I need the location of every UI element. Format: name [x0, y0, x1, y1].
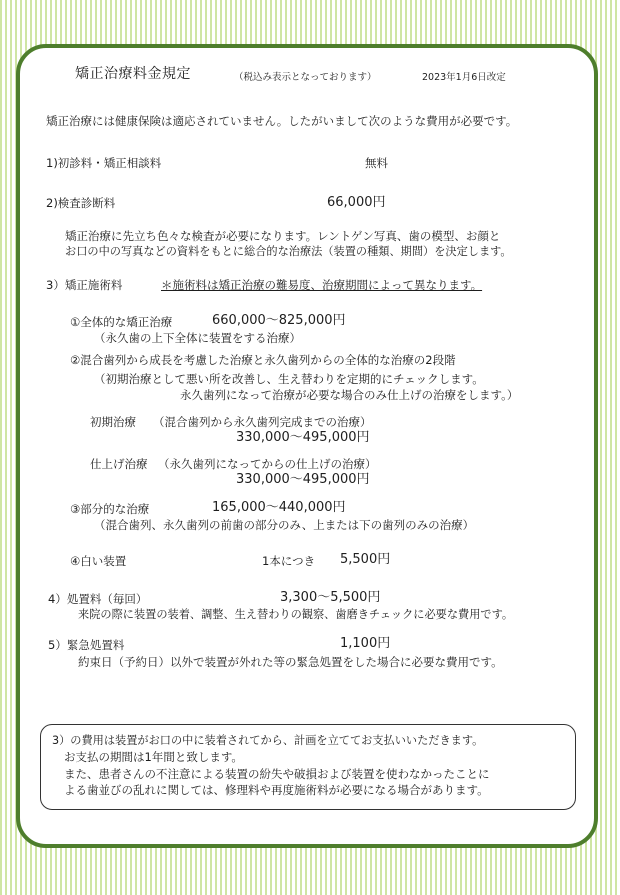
- sub1-desc: （永久歯の上下全体に装置をする治療）: [94, 331, 301, 345]
- initial-label: 初期治療: [90, 415, 136, 429]
- finish-label: 仕上げ治療: [90, 457, 148, 471]
- initial-desc: （混合歯列から永久歯列完成までの治療）: [153, 415, 372, 429]
- tax-note: （税込み表示となっております）: [234, 72, 377, 83]
- sub2-label: ②混合歯列から成長を考慮した治療と永久歯列からの全体的な治療の2段階: [70, 353, 456, 367]
- sub2-desc-2: 永久歯列になって治療が必要な場合のみ仕上げの治療をします。）: [180, 388, 519, 402]
- item5-label: 5）緊急処置料: [48, 638, 125, 652]
- item2-desc-1: 矯正治療に先立ち色々な検査が必要になります。レントゲン写真、歯の模型、お顔と: [65, 229, 501, 243]
- revision-date: 2023年1月6日改定: [422, 72, 506, 83]
- finish-desc: （永久歯列になってからの仕上げの治療）: [158, 457, 377, 471]
- sub3-label: ③部分的な治療: [70, 502, 150, 516]
- sub2-desc-1: （初期治療として悪い所を改善し、生え替わりを定期的にチェックします。: [94, 372, 484, 386]
- item3-label: 3）矯正施術料: [46, 278, 123, 292]
- sub3-desc: （混合歯列、永久歯列の前歯の部分のみ、上または下の歯列のみの治療）: [94, 518, 475, 532]
- sub4-price-prefix: 1本につき: [262, 554, 316, 568]
- item4-price: 3,300～5,500円: [280, 590, 381, 605]
- item4-desc: 来院の際に装置の装着、調整、生え替わりの観察、歯磨きチェックに必要な費用です。: [78, 608, 514, 621]
- sub4-label: ④白い装置: [70, 554, 127, 568]
- intro-text: 矯正治療には健康保険は適応されていません。したがいまして次のような費用が必要です。: [46, 114, 518, 128]
- item5-price: 1,100円: [340, 636, 391, 651]
- sub3-price: 165,000～440,000円: [212, 500, 346, 515]
- page-title: 矯正治療料金規定: [75, 66, 191, 82]
- item2-price: 66,000円: [327, 195, 386, 210]
- initial-price: 330,000～495,000円: [236, 430, 370, 445]
- item1-price: 無料: [365, 156, 388, 170]
- sub4-price: 5,500円: [340, 552, 391, 567]
- footnote-line-4: よる歯並びの乱れに関しては、修理料や再度施術料が必要になる場合があります。: [64, 783, 489, 797]
- footnote-line-1: 3）の費用は装置がお口の中に装着されてから、計画を立ててお支払いいただきます。: [52, 734, 484, 747]
- sub1-price: 660,000～825,000円: [212, 313, 346, 328]
- item5-desc: 約束日（予約日）以外で装置が外れた等の緊急処置をした場合に必要な費用です。: [78, 655, 503, 669]
- item1-label: 1)初診料・矯正相談料: [46, 156, 162, 170]
- item2-desc-2: お口の中の写真などの資料をもとに総合的な治療法（装置の種類、期間）を決定します。: [65, 245, 512, 258]
- sub1-label: ①全体的な矯正治療: [70, 315, 173, 329]
- footnote-line-2: お支払の期間は1年間と致します。: [64, 750, 243, 764]
- finish-price: 330,000～495,000円: [236, 472, 370, 487]
- item4-label: 4）処置料（毎回）: [48, 592, 148, 606]
- item2-label: 2)検査診断料: [46, 196, 116, 210]
- footnote-line-3: また、患者さんの不注意による装置の紛失や破損および装置を使わなかったことに: [64, 767, 490, 781]
- item3-note: ＊施術料は矯正治療の難易度、治療期間によって異なります。: [161, 278, 483, 292]
